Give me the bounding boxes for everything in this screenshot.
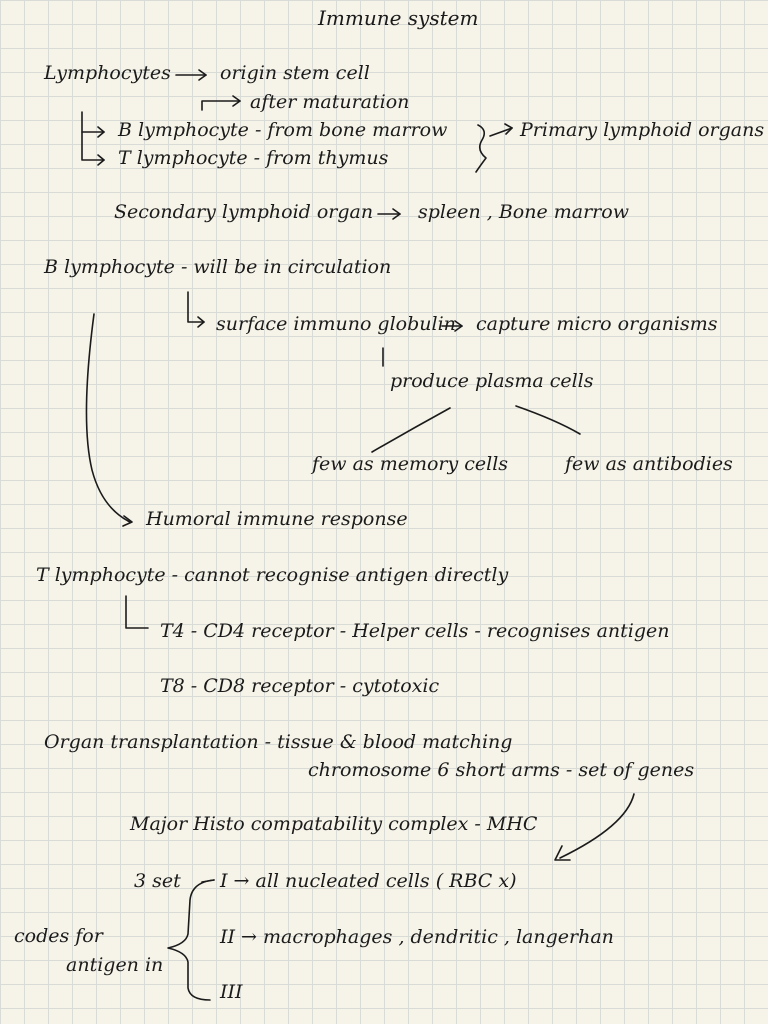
note-produce-plasma: produce plasma cells [390, 370, 594, 392]
curly-brace-icon [168, 880, 214, 1000]
note-chromosome: chromosome 6 short arms - set of genes [308, 759, 695, 781]
arrow-icon [442, 321, 462, 331]
note-t-lymphocyte: T lymphocyte - from thymus [118, 147, 389, 169]
note-codes-for: codes for [14, 925, 103, 947]
note-lymphocytes: Lymphocytes [44, 62, 171, 84]
note-humoral: Humoral immune response [146, 508, 408, 530]
note-b-circulation: B lymphocyte - will be in circulation [44, 256, 392, 278]
note-antigen-in: antigen in [66, 954, 164, 976]
arrow-icon [176, 70, 206, 80]
note-class-one: I → all nucleated cells ( RBC x) [220, 870, 517, 892]
note-class-two: II → macrophages , dendritic , langerhan [220, 926, 614, 948]
note-secondary-lymphoid: Secondary lymphoid organ [114, 201, 374, 223]
arrow-icon [202, 96, 240, 110]
curved-arrow-icon [555, 794, 634, 860]
note-memory-cells: few as memory cells [312, 453, 509, 475]
bracket-l-shape [126, 596, 148, 628]
note-primary-lymphoid: Primary lymphoid organs [520, 119, 765, 141]
note-three-set: 3 set [134, 870, 181, 892]
page-title: Immune system [318, 6, 479, 30]
brace-arrow-icon [476, 124, 512, 172]
note-spleen-bone-marrow: spleen , Bone marrow [418, 201, 629, 223]
note-antibodies: few as antibodies [565, 453, 733, 475]
curved-arrow-icon [86, 314, 132, 526]
note-origin: origin stem cell [220, 62, 370, 84]
note-surface-ig: surface immuno globulin [216, 313, 456, 335]
branch-line-left [372, 408, 450, 452]
note-t-cannot: T lymphocyte - cannot recognise antigen directly [36, 564, 509, 586]
note-t4: T4 - CD4 receptor - Helper cells - recognises antigen [160, 620, 670, 642]
branch-line-right [516, 406, 580, 434]
hook-arrow-icon [188, 292, 204, 327]
note-class-three: III [220, 981, 243, 1003]
note-mhc: Major Histo compatability complex - MHC [130, 813, 538, 835]
note-b-lymphocyte: B lymphocyte - from bone marrow [118, 119, 448, 141]
bracket-arrow-icon [82, 112, 104, 165]
note-after-maturation: after maturation [250, 91, 410, 113]
arrow-icon [378, 209, 400, 219]
note-organ-transplant: Organ transplantation - tissue & blood matching [44, 731, 513, 753]
note-t8: T8 - CD8 receptor - cytotoxic [160, 675, 440, 697]
note-capture: capture micro organisms [476, 313, 718, 335]
